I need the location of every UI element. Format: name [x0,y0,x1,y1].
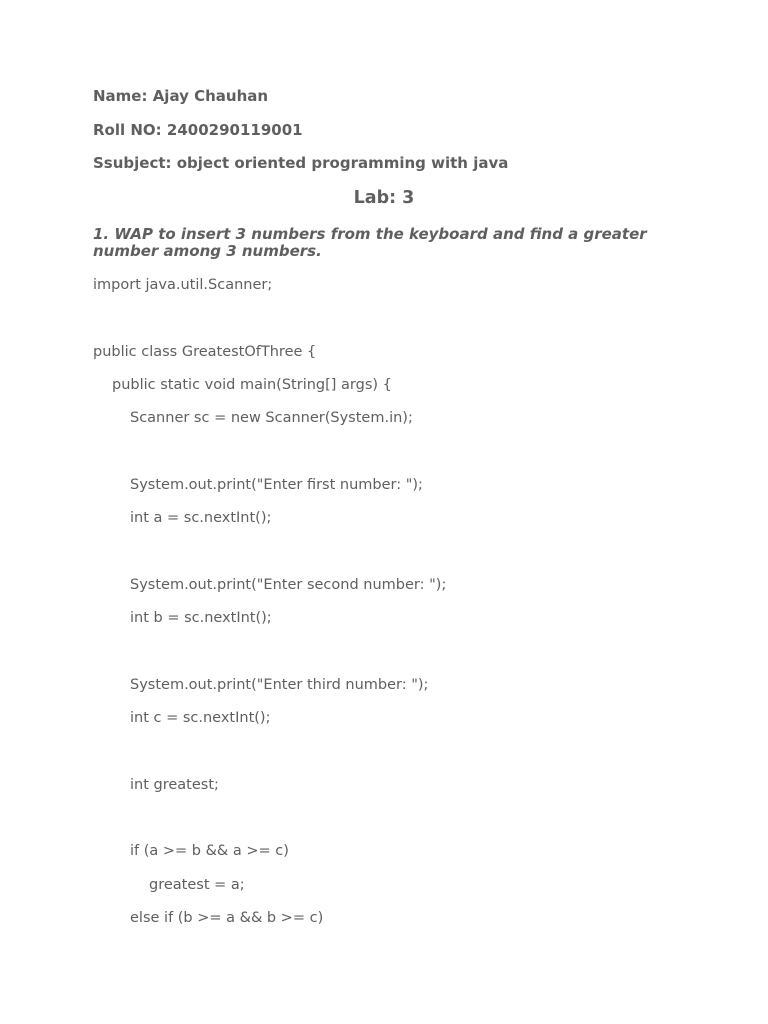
code-line: import java.util.Scanner; [93,277,273,293]
code-line: int c = sc.nextInt(); [130,710,271,726]
code-line: System.out.print("Enter third number: "); [130,677,429,693]
question-text: 1. WAP to insert 3 numbers from the keyboard and find a greater number among 3 numbers. [93,225,647,260]
code-line: Scanner sc = new Scanner(System.in); [130,410,413,426]
code-line: greatest = a; [149,877,245,893]
code-line: else if (b >= a && b >= c) [130,910,324,926]
code-line: int b = sc.nextInt(); [130,610,272,626]
code-line: System.out.print("Enter second number: "); [130,577,447,593]
code-line: if (a >= b && a >= c) [130,843,289,859]
code-line: System.out.print("Enter first number: "); [130,477,423,493]
subject-line: Ssubject: object oriented programming with java [93,154,509,172]
code-line: int greatest; [130,777,219,793]
code-line: int a = sc.nextInt(); [130,510,272,526]
lab-title: Lab: 3 [353,188,415,208]
roll-number: Roll NO: 2400290119001 [93,121,303,139]
student-name: Name: Ajay Chauhan [93,87,269,105]
code-line: public class GreatestOfThree { [93,344,317,360]
code-line: public static void main(String[] args) { [112,377,392,393]
